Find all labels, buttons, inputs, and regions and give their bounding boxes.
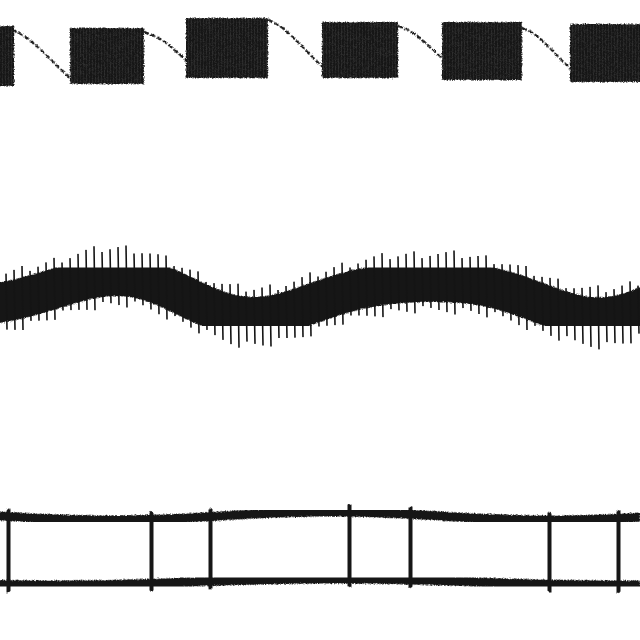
satin-block	[570, 24, 640, 82]
stitch-thread	[222, 284, 223, 340]
stitch-thread	[590, 287, 591, 347]
stitch-thread	[190, 270, 191, 328]
satin-block	[442, 22, 522, 80]
connector-thread	[268, 20, 326, 70]
stitch-thread	[438, 254, 439, 310]
stitch-thread	[550, 278, 551, 336]
stitch-thread	[502, 264, 503, 316]
stitch-thread	[390, 259, 391, 309]
stitch-thread	[206, 282, 207, 330]
stitch-thread	[134, 254, 135, 302]
stitch-thread	[414, 251, 415, 313]
stitch-thread	[574, 288, 575, 340]
stitch-thread	[446, 252, 447, 312]
stitch-thread	[22, 266, 23, 330]
stitch-thread	[542, 277, 543, 331]
stitch-thread	[174, 266, 175, 316]
stitch-thread	[638, 286, 639, 334]
stitch-thread	[622, 286, 623, 344]
satin-block	[322, 22, 398, 78]
stitch-thread	[158, 254, 159, 314]
stitch-thread	[30, 271, 31, 321]
satin-block-stitch-row	[0, 18, 640, 86]
stitch-thread	[486, 255, 487, 317]
stitch-thread	[294, 282, 295, 338]
ladder-rung	[348, 510, 351, 581]
stitch-thread	[46, 262, 47, 320]
stitch-thread	[310, 272, 311, 336]
stitch-thread	[94, 246, 95, 310]
stitch-thread	[558, 279, 559, 341]
stitch-thread	[494, 264, 495, 312]
stitch-thread	[614, 289, 615, 343]
stitch-thread	[526, 266, 527, 330]
ladder-rung	[7, 515, 10, 587]
stitch-thread	[166, 255, 167, 319]
stitch-thread	[230, 284, 231, 344]
stitch-thread	[254, 290, 255, 344]
stitch-thread	[86, 250, 87, 310]
stitch-thread	[150, 253, 151, 309]
stitch-thread	[262, 288, 263, 346]
stitch-thread	[102, 252, 103, 302]
stitch-thread	[454, 250, 455, 314]
connector-thread	[12, 30, 70, 78]
connector-thread	[144, 32, 190, 64]
satin-block	[70, 28, 144, 84]
stitch-thread	[430, 256, 431, 308]
stitch-thread	[278, 290, 279, 338]
stitch-thread	[374, 256, 375, 316]
stitch-thread	[342, 263, 343, 325]
stitch-thread	[358, 263, 359, 315]
wavy-satin-stitch-row	[0, 245, 640, 349]
stitch-thread	[398, 256, 399, 310]
stitch-thread	[270, 285, 271, 347]
ladder-rung	[209, 514, 212, 583]
stitch-thread	[566, 288, 567, 336]
stitch-thread	[182, 268, 183, 322]
stitch-thread	[406, 254, 407, 312]
stitch-thread	[246, 292, 247, 342]
stitch-thread	[534, 276, 535, 326]
ladder-stitch-row	[0, 510, 640, 587]
stitch-thread	[286, 286, 287, 338]
stitch-thread	[334, 267, 335, 325]
stitch-thread	[326, 272, 327, 326]
stitch-thread	[470, 257, 471, 311]
stitch-thread	[6, 274, 7, 330]
stitch-thread	[382, 253, 383, 317]
stitch-thread	[214, 283, 215, 335]
stitch-thread	[422, 258, 423, 306]
stitch-thread	[606, 292, 607, 342]
stitch-thread	[110, 249, 111, 303]
stitch-thread	[510, 265, 511, 321]
stitch-thread	[198, 271, 199, 333]
ladder-rung	[617, 516, 620, 587]
stitch-thread	[118, 247, 119, 305]
stitch-thread	[14, 270, 15, 330]
stitch-thread	[38, 267, 39, 321]
satin-block	[0, 26, 14, 86]
ladder-bottom-rail	[0, 579, 640, 585]
stitch-thread	[62, 262, 63, 310]
ladder-rung	[548, 518, 551, 586]
ladder-rung	[409, 512, 412, 582]
stitch-thread	[318, 277, 319, 327]
stitch-thread	[366, 260, 367, 316]
stitch-thread	[78, 254, 79, 310]
stitch-thread	[630, 281, 631, 343]
wavy-satin-band	[0, 276, 640, 317]
stitch-thread	[142, 253, 143, 305]
connector-thread	[398, 26, 446, 62]
stitch-thread	[70, 258, 71, 310]
satin-block	[186, 18, 268, 78]
ladder-rung	[150, 517, 153, 585]
stitch-thread	[582, 288, 583, 344]
connector-thread	[522, 28, 572, 70]
stitch-thread	[126, 245, 127, 307]
stitch-thread	[302, 277, 303, 337]
stitch-thread	[238, 284, 239, 348]
stitch-thread	[598, 285, 599, 349]
stitch-thread	[54, 258, 55, 320]
stitch-thread	[350, 267, 351, 315]
stitch-thread	[518, 265, 519, 325]
stitch-thread	[478, 256, 479, 314]
stitch-thread	[462, 258, 463, 308]
